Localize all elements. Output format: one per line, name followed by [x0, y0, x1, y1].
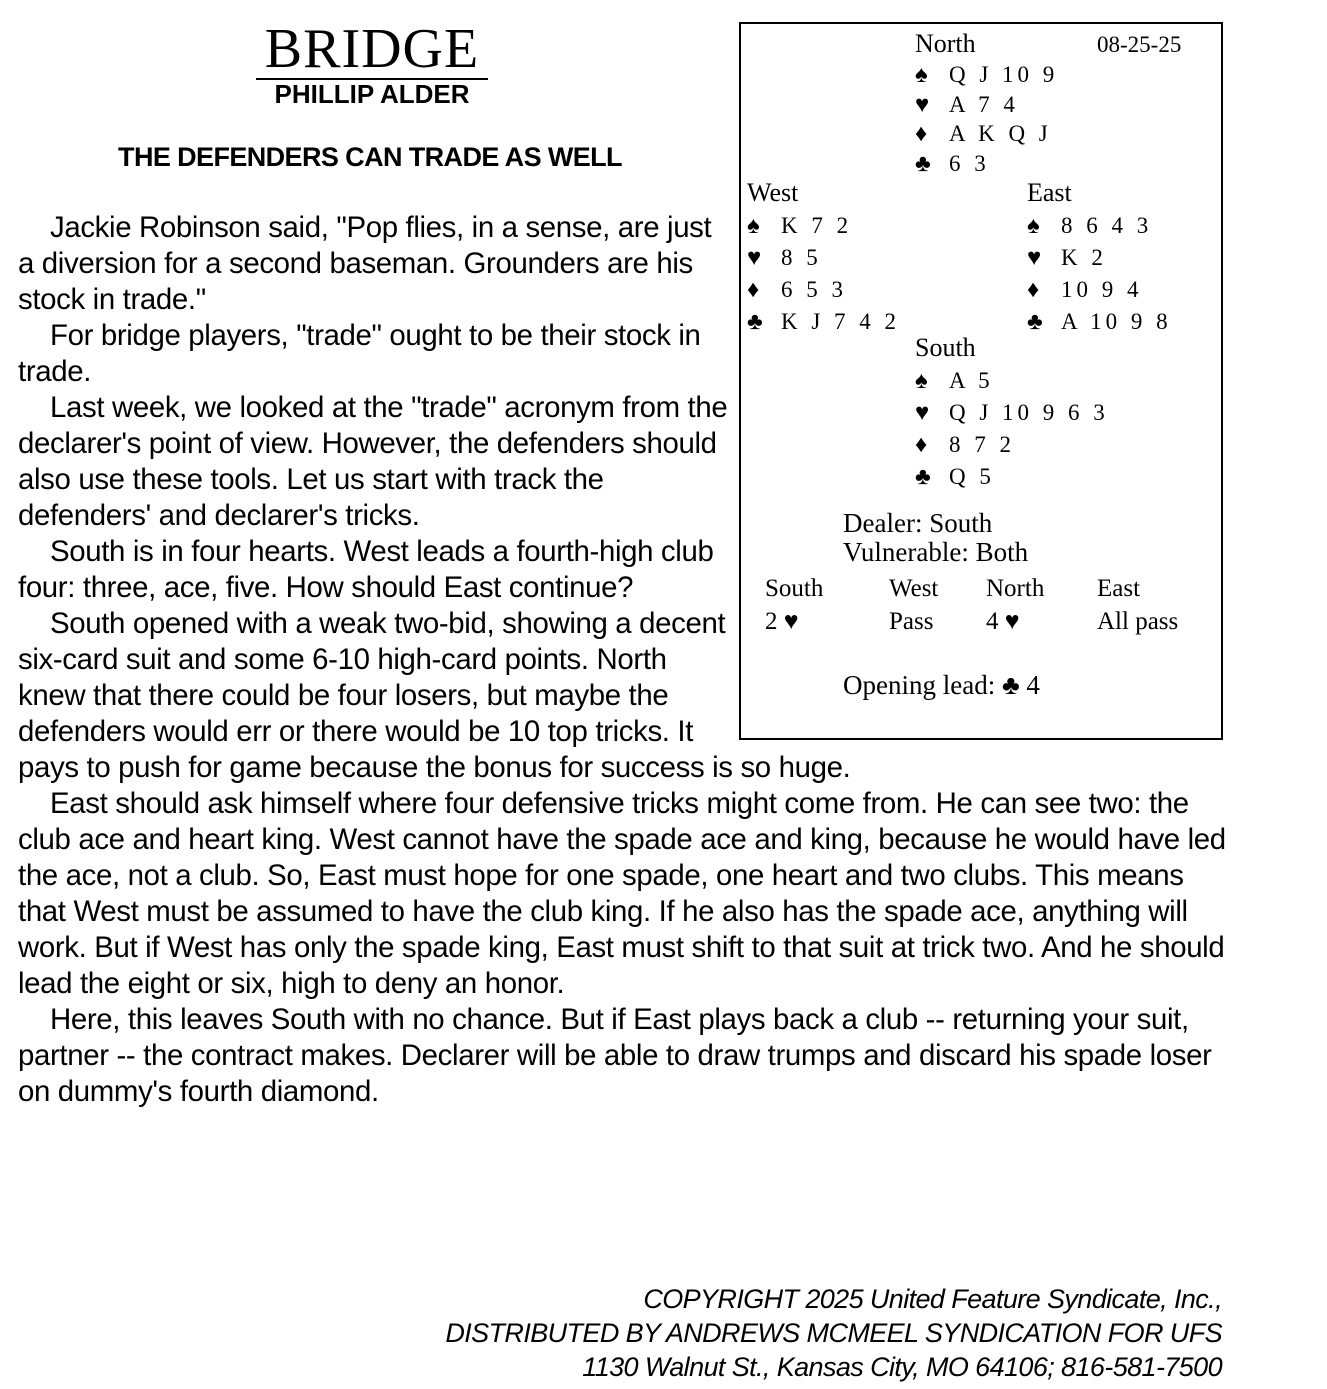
- article-paragraph: Jackie Robinson said, "Pop flies, in a sense, are just a diversion for a second baseman. Grounders are his stock in trade.": [18, 211, 712, 316]
- west-diamonds-cards: 6 5 3: [781, 277, 847, 302]
- article-paragraph: East should ask himself where four defensive tricks might come from. He can see two: the club ace and heart king. West cannot have the spade ace and king, because he would have led the ace, not a club. So, East must hope for one spade, one heart and two clubs. This means that West must be assumed to have the club king. If he also has the spade ace, anything will work. But if West has only the spade king, East must shift to that suit at trick two. And he should lead the eight or six, high to deny an honor.: [18, 787, 1226, 1000]
- bridge-deal-diagram: [739, 22, 1223, 740]
- west-hearts: [747, 245, 822, 271]
- diamond-icon: ♦: [915, 121, 928, 147]
- north-spades-cards: Q J 10 9: [949, 62, 1059, 87]
- club-icon: ♣: [915, 151, 931, 177]
- north-label: North: [915, 29, 976, 58]
- article-headline: THE DEFENDERS CAN TRADE AS WELL: [118, 142, 622, 172]
- article-paragraph: Here, this leaves South with no chance. But if East plays back a club -- returning your suit, partner -- the contract makes. Declarer will be able to draw trumps and discard his spade loser on dummy's fourth diamond.: [18, 1003, 1212, 1108]
- south-label: South: [915, 333, 976, 362]
- spade-icon: ♠: [1027, 213, 1040, 239]
- auction-header-east: East: [1097, 575, 1141, 602]
- west-clubs-cards: K J 7 4 2: [781, 309, 901, 334]
- north-clubs-cards: 6 3: [949, 151, 990, 176]
- west-spades: [747, 213, 852, 239]
- north-hearts: [915, 92, 1019, 118]
- copyright-line: COPYRIGHT 2025 United Feature Syndicate, Inc.,: [643, 1284, 1222, 1314]
- club-icon: ♣: [1027, 309, 1043, 335]
- auction-bid-west: Pass: [889, 608, 934, 635]
- heart-icon: ♥: [1027, 245, 1042, 271]
- south-hearts: [915, 400, 1109, 426]
- south-diamonds: [915, 432, 1015, 458]
- south-hearts-cards: Q J 10 9 6 3: [949, 400, 1109, 425]
- address-line: 1130 Walnut St., Kansas City, MO 64106; 816-581-7500: [582, 1352, 1222, 1382]
- article-paragraph: South opened with a weak two-bid, showing a decent six-card suit and some 6-10 high-card points. North knew that there could be four losers, but maybe the defenders would err or there would be 10 top tricks. It pays to push for game because the bonus for success is so huge.: [18, 607, 851, 784]
- diamond-icon: ♦: [747, 277, 760, 303]
- vulnerability-info: Vulnerable: Both: [843, 537, 1029, 567]
- east-clubs: [1027, 309, 1172, 335]
- east-hearts-cards: K 2: [1061, 245, 1107, 270]
- west-clubs: [747, 309, 900, 335]
- south-spades-cards: A 5: [949, 368, 994, 393]
- diamond-icon: ♦: [915, 432, 928, 458]
- south-diamonds-cards: 8 7 2: [949, 432, 1015, 457]
- auction-bid-north: 4 ♥: [986, 608, 1020, 635]
- east-clubs-cards: A 10 9 8: [1061, 309, 1172, 334]
- club-icon: ♣: [915, 464, 931, 490]
- spade-icon: ♠: [915, 62, 928, 88]
- east-label: East: [1027, 178, 1072, 207]
- author-name: PHILLIP ALDER: [274, 79, 470, 109]
- auction-bid-south: 2 ♥: [765, 608, 799, 635]
- south-clubs: [915, 464, 995, 490]
- south-spades: [915, 368, 994, 394]
- auction-bid-east: All pass: [1097, 608, 1179, 635]
- diamond-icon: ♦: [1027, 277, 1040, 303]
- east-diamonds: [1027, 277, 1143, 303]
- west-label: West: [747, 178, 799, 207]
- article-paragraph: South is in four hearts. West leads a fourth-high club four: three, ace, five. How should East continue?: [18, 535, 714, 604]
- copyright-notice: [445, 1282, 1222, 1384]
- heart-icon: ♥: [915, 400, 930, 426]
- club-icon: ♣: [747, 309, 763, 335]
- north-diamonds: [915, 121, 1052, 147]
- masthead: [256, 18, 488, 109]
- auction-header-north: North: [986, 575, 1045, 602]
- east-spades-cards: 8 6 4 3: [1061, 213, 1153, 238]
- north-spades: [915, 62, 1058, 88]
- west-spades-cards: K 7 2: [781, 213, 853, 238]
- east-diamonds-cards: 10 9 4: [1061, 277, 1143, 302]
- spade-icon: ♠: [915, 368, 928, 394]
- deal-date: 08-25-25: [1097, 32, 1182, 57]
- column-title: BRIDGE: [264, 18, 480, 80]
- east-spades: [1027, 213, 1152, 239]
- opening-lead: Opening lead: ♣ 4: [843, 670, 1040, 700]
- heart-icon: ♥: [747, 245, 762, 271]
- auction-header-south: South: [765, 575, 824, 602]
- distribution-line: DISTRIBUTED BY ANDREWS MCMEEL SYNDICATION FOR UFS: [445, 1318, 1222, 1348]
- west-hearts-cards: 8 5: [781, 245, 822, 270]
- north-diamonds-cards: A K Q J: [949, 121, 1052, 146]
- dealer-info: Dealer: South: [843, 508, 993, 538]
- article-paragraph: Last week, we looked at the "trade" acronym from the declarer's point of view. However, the defenders should also use these tools. Let us start with track the defenders' and declarer's tricks.: [18, 391, 728, 532]
- heart-icon: ♥: [915, 92, 930, 118]
- west-diamonds: [747, 277, 847, 303]
- spade-icon: ♠: [747, 213, 760, 239]
- south-clubs-cards: Q 5: [949, 464, 995, 489]
- north-clubs: [915, 151, 990, 177]
- auction-header-west: West: [889, 575, 939, 602]
- article-paragraph: For bridge players, "trade" ought to be their stock in trade.: [18, 319, 701, 388]
- east-hearts: [1027, 245, 1107, 271]
- north-hearts-cards: A 7 4: [949, 92, 1019, 117]
